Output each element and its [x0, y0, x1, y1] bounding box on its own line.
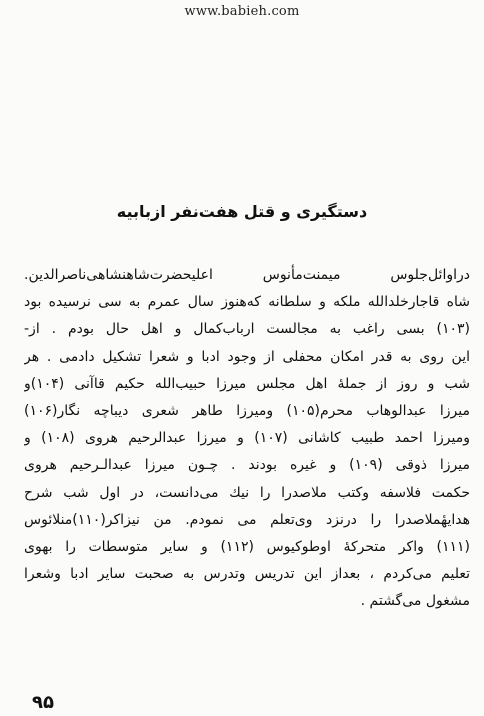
site-url-header: www.babieh.com	[184, 4, 300, 19]
page-number: ۹۵	[32, 692, 54, 713]
text-line: شب و روز از جملهٔ اهل مجلس میرزا حبیب‌الله حکیم قاآنی (۱۰۴)و	[24, 375, 470, 392]
text-line: این روی به قدر امکان محفلی از وجود ادبا و شعرا تشکیل دادمی . هر	[24, 348, 470, 365]
text-line: تعلیم می‌کردم ، بعداز این تدریس وتدرس به صحبت سایر ادبا وشعرا	[24, 566, 470, 583]
text-line: ومیرزا احمد طبیب کاشانی (۱۰۷) و میرزا عبدالرحیم هروی (۱۰۸) و	[24, 430, 470, 447]
text-line: (۱۱۱) واکر متحرکهٔ اوطوکیوس (۱۱۲) و سایر متوسطات را بهوی	[24, 538, 470, 555]
text-line: میرزا ذوقی (۱۰۹) و غیره بودند . چـون میرزا عبدالـرحیم هروی	[24, 457, 470, 474]
text-line: حکمت فلاسفه وکتب ملاصدرا را نیك می‌دانست، در اول شب شرح	[24, 484, 470, 501]
text-line: مشغول می‌گشتم .	[360, 593, 470, 610]
body-paragraph	[24, 262, 470, 615]
text-line: هدایهٔملاصدرا را درنزد وی‌تعلم می نمودم. من نیزاکر(۱۱۰)منلائوس	[24, 511, 470, 528]
text-line: شاه قاجارخلدالله ملکه و سلطانه که‌هنوز سال عمرم به سی نرسیده بود	[24, 294, 470, 311]
text-line: (۱۰۳) بسی راغب به مجالست ارباب‌کمال و اهل حال بودم . از-	[24, 321, 470, 338]
text-line: دراوائل‌جلوس میمنت‌مأنوس اعلیحضرت‌شاهنشاهی‌ناصرالدین.	[24, 267, 470, 283]
chapter-title: دستگیری و قتل هفت‌نفر ازبابیه	[116, 202, 368, 221]
text-line: میرزا عبدالوهاب محرم(۱۰۵) ومیرزا طاهر شعری دیباچه نگار(۱۰۶)	[24, 402, 470, 419]
